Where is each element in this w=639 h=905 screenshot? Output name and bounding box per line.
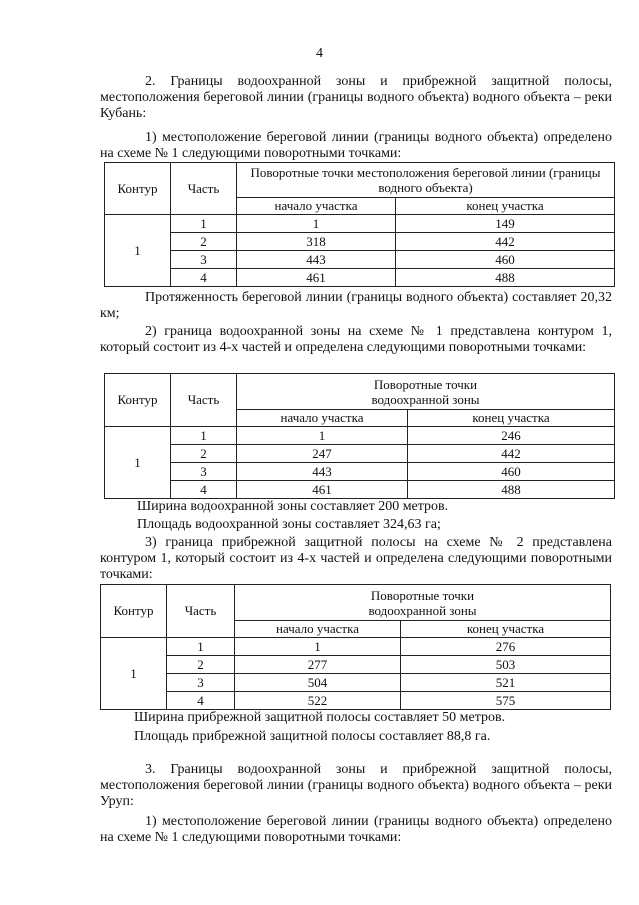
zone-area: Площадь водоохранной зоны составляет 324,63 га;: [137, 517, 441, 532]
part-cell: 3: [171, 463, 237, 481]
page-number: 4: [316, 46, 323, 61]
table-water-zone: [104, 373, 615, 499]
section2-item2: 2) граница водоохранной зоны на схеме № 1 представлена контуром 1, который состоит из 4-х частей и определена следующими поворотными точками:: [100, 324, 612, 355]
end-cell: 503: [401, 656, 611, 674]
start-cell: 504: [235, 674, 401, 692]
end-cell: 521: [401, 674, 611, 692]
table-row: [105, 445, 615, 463]
part-cell: 3: [167, 674, 235, 692]
section2-heading: 2. Границы водоохранной зоны и прибрежной защитной полосы, местоположения береговой линии (границы водного объекта) водного объекта – реки Кубань:: [100, 74, 612, 121]
part-cell: 4: [167, 692, 235, 710]
end-cell: 276: [401, 638, 611, 656]
col-start-header: начало участка: [237, 198, 396, 215]
strip-width: Ширина прибрежной защитной полосы составляет 50 метров.: [134, 710, 506, 725]
part-cell: 4: [171, 481, 237, 499]
end-cell: 149: [396, 215, 615, 233]
end-cell: 488: [396, 269, 615, 287]
col-start-header: начало участка: [235, 621, 401, 638]
table-row: [105, 427, 615, 445]
zone-width: Ширина водоохранной зоны составляет 200 метров.: [137, 499, 449, 514]
part-cell: 1: [171, 215, 237, 233]
section3-heading: 3. Границы водоохранной зоны и прибрежной защитной полосы, местоположения береговой линии (границы водного объекта) водного объекта – реки Уруп:: [100, 762, 612, 809]
col-end-header: конец участка: [396, 198, 615, 215]
start-cell: 443: [237, 463, 408, 481]
end-cell: 460: [408, 463, 615, 481]
col-contour-header: Контур: [105, 163, 171, 215]
table-shoreline: [104, 162, 615, 287]
end-cell: 442: [408, 445, 615, 463]
col-points-header: Поворотные точки водоохранной зоны: [235, 585, 611, 621]
part-cell: 4: [171, 269, 237, 287]
col-end-header: конец участка: [408, 410, 615, 427]
end-cell: 575: [401, 692, 611, 710]
start-cell: 277: [235, 656, 401, 674]
start-cell: 1: [237, 427, 408, 445]
part-cell: 2: [171, 233, 237, 251]
section2-item1: 1) местоположение береговой линии (границы водного объекта) определено на схеме № 1 следующими поворотными точками:: [100, 130, 612, 161]
start-cell: 1: [235, 638, 401, 656]
col-part-header: Часть: [167, 585, 235, 638]
col-part-header: Часть: [171, 374, 237, 427]
start-cell: 443: [237, 251, 396, 269]
part-cell: 2: [171, 445, 237, 463]
table-row: [101, 692, 611, 710]
start-cell: 318: [237, 233, 396, 251]
table-row: [105, 233, 615, 251]
start-cell: 461: [237, 481, 408, 499]
table-row: [105, 481, 615, 499]
col-contour-header: Контур: [105, 374, 171, 427]
part-cell: 1: [167, 638, 235, 656]
end-cell: 488: [408, 481, 615, 499]
start-cell: 247: [237, 445, 408, 463]
start-cell: 522: [235, 692, 401, 710]
contour-cell: 1: [105, 427, 171, 499]
contour-cell: 1: [101, 638, 167, 710]
end-cell: 460: [396, 251, 615, 269]
table-row: [101, 656, 611, 674]
col-contour-header: Контур: [101, 585, 167, 638]
col-end-header: конец участка: [401, 621, 611, 638]
start-cell: 461: [237, 269, 396, 287]
part-cell: 3: [171, 251, 237, 269]
col-part-header: Часть: [171, 163, 237, 215]
col-points-header: Поворотные точки водоохранной зоны: [237, 374, 615, 410]
shoreline-length: Протяженность береговой линии (границы водного объекта) составляет 20,32 км;: [100, 290, 612, 321]
contour-cell: 1: [105, 215, 171, 287]
table-protective-strip: [100, 584, 611, 710]
table-row: [105, 251, 615, 269]
col-start-header: начало участка: [237, 410, 408, 427]
section3-item1: 1) местоположение береговой линии (границы водного объекта) определено на схеме № 1 следующими поворотными точками:: [100, 814, 612, 845]
strip-area: Площадь прибрежной защитной полосы составляет 88,8 га.: [134, 729, 491, 744]
table-row: [105, 463, 615, 481]
table-row: [105, 215, 615, 233]
start-cell: 1: [237, 215, 396, 233]
table-row: [101, 638, 611, 656]
table-row: [101, 674, 611, 692]
section2-item3: 3) граница прибрежной защитной полосы на схеме № 2 представлена контуром 1, который состоит из 4-х частей и определена следующими поворотными точками:: [100, 535, 612, 582]
end-cell: 246: [408, 427, 615, 445]
end-cell: 442: [396, 233, 615, 251]
table-row: [105, 269, 615, 287]
col-points-header: Поворотные точки местоположения береговой линии (границы водного объекта): [237, 163, 615, 198]
part-cell: 2: [167, 656, 235, 674]
part-cell: 1: [171, 427, 237, 445]
